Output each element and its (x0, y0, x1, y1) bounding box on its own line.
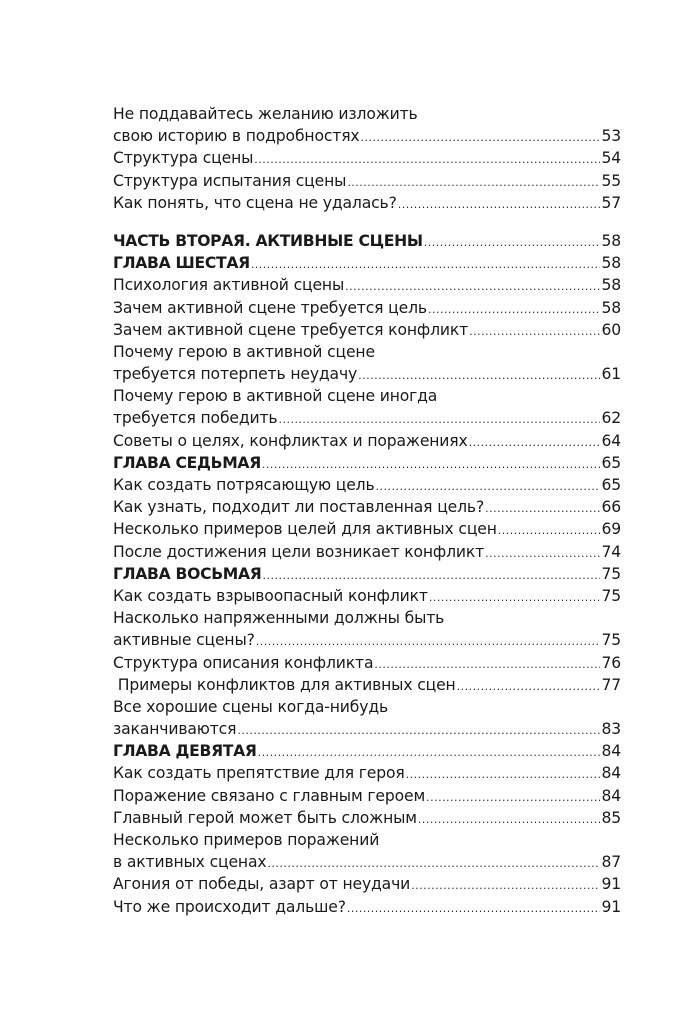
dot-leader (347, 172, 600, 194)
dot-leader (267, 853, 600, 875)
toc-entry-page: 69 (601, 520, 621, 539)
toc-entry (113, 829, 621, 851)
toc-entry-page: 58 (601, 276, 621, 295)
dot-leader (469, 432, 601, 454)
dot-leader (278, 409, 600, 431)
toc-entry-text: в активных сценах (113, 853, 267, 872)
toc-entry-text: Как узнать, подходит ли поставленная цель? (113, 498, 485, 517)
toc-entry-page: 91 (601, 875, 621, 894)
toc-entry-page: 85 (601, 808, 621, 827)
dot-leader (498, 520, 601, 542)
toc-entry-text: Почему герою в активной сцене иногда (113, 387, 438, 406)
dot-leader (254, 149, 600, 171)
toc-entry (113, 363, 621, 385)
dot-leader (256, 631, 601, 653)
toc-entry-text: требуется победить (113, 409, 278, 428)
toc-entry-text: ГЛАВА ШЕСТАЯ (113, 254, 250, 273)
toc-entry-page: 84 (601, 764, 621, 783)
toc-entry-text: Что же происходит дальше? (113, 897, 346, 916)
toc-entry (113, 674, 621, 696)
dot-leader (418, 809, 601, 831)
toc-chapter-heading (113, 452, 621, 474)
toc-entry (113, 341, 621, 363)
toc-entry (113, 762, 621, 784)
toc-entry-page: 75 (601, 586, 621, 605)
toc-entry-text: свою историю в подробностях (113, 127, 360, 146)
toc-entry-page: 65 (601, 453, 621, 472)
dot-leader (237, 720, 600, 742)
dot-leader (361, 127, 601, 149)
toc-entry (113, 785, 621, 807)
toc-entry-text: Почему герою в активной сцене (113, 342, 375, 361)
toc-entry-text: Структура сцены (113, 149, 254, 168)
table-of-contents (113, 103, 621, 918)
toc-entry (113, 474, 621, 496)
toc-entry-text: Примеры конфликтов для активных сцен (113, 675, 456, 694)
dot-leader (374, 654, 600, 676)
dot-leader (411, 875, 600, 897)
toc-entry-text: Агония от победы, азарт от неудачи (113, 875, 411, 894)
dot-leader (398, 194, 601, 216)
toc-entry (113, 274, 621, 296)
toc-entry-page: 84 (601, 742, 621, 761)
toc-entry-text: ГЛАВА ДЕВЯТАЯ (113, 742, 257, 761)
toc-entry (113, 496, 621, 518)
toc-entry-text: Несколько примеров целей для активных сцен (113, 520, 497, 539)
toc-entry (113, 652, 621, 674)
dot-leader (347, 898, 601, 920)
toc-entry-text: Зачем активной сцене требуется цель (113, 298, 427, 317)
toc-entry (113, 147, 621, 169)
toc-entry-page: 75 (601, 564, 621, 583)
dot-leader (358, 365, 600, 387)
dot-leader (428, 299, 601, 321)
dot-leader (424, 232, 601, 254)
toc-entry (113, 430, 621, 452)
toc-entry (113, 125, 621, 147)
toc-entry-page: 58 (601, 254, 621, 273)
toc-entry (113, 518, 621, 540)
dot-leader (345, 276, 600, 298)
toc-entry-text: Психология активной сцены (113, 276, 345, 295)
toc-entry (113, 851, 621, 873)
toc-entry (113, 718, 621, 740)
dot-leader (262, 454, 601, 476)
toc-entry-text: требуется потерпеть неудачу (113, 365, 358, 384)
toc-entry-page: 83 (601, 720, 621, 739)
toc-entry (113, 407, 621, 429)
dot-leader (429, 587, 601, 609)
toc-entry-text: После достижения цели возникает конфликт (113, 542, 485, 561)
dot-leader (263, 565, 601, 587)
toc-chapter-heading (113, 740, 621, 762)
toc-entry-text: Насколько напряженными должны быть (113, 609, 445, 628)
toc-entry-page: 75 (601, 631, 621, 650)
toc-entry-page: 74 (601, 542, 621, 561)
dot-leader (376, 476, 601, 498)
toc-entry-text: Поражение связано с главным героем (113, 786, 426, 805)
dot-leader (469, 321, 600, 343)
toc-entry-text: ЧАСТЬ ВТОРАЯ. АКТИВНЫЕ СЦЕНЫ (113, 231, 423, 250)
toc-entry-page: 87 (601, 853, 621, 872)
toc-entry-page: 55 (601, 171, 621, 190)
toc-entry-text: Зачем активной сцене требуется конфликт (113, 320, 469, 339)
toc-entry-page: 58 (601, 298, 621, 317)
toc-entry-text: Структура описания конфликта (113, 653, 374, 672)
toc-entry-page: 64 (601, 431, 621, 450)
toc-entry (113, 297, 621, 319)
toc-entry (113, 896, 621, 918)
toc-entry (113, 103, 621, 125)
dot-leader (406, 764, 601, 786)
toc-entry-text: ГЛАВА СЕДЬМАЯ (113, 453, 261, 472)
toc-entry-text: активные сцены? (113, 631, 255, 650)
toc-entry-page: 76 (601, 653, 621, 672)
dot-leader (485, 543, 600, 565)
toc-entry (113, 192, 621, 214)
toc-entry-text: Как создать взрывоопасный конфликт (113, 586, 428, 605)
dot-leader (457, 676, 601, 698)
toc-entry-page: 66 (601, 498, 621, 517)
toc-entry-page: 65 (601, 476, 621, 494)
toc-entry-page: 57 (601, 193, 621, 212)
toc-entry-page: 84 (601, 786, 621, 805)
toc-chapter-heading (113, 563, 621, 585)
toc-entry-text: Как создать препятствие для героя (113, 764, 405, 783)
toc-entry-page: 60 (601, 320, 621, 339)
toc-entry-text: Главный герой может быть сложным (113, 808, 417, 827)
toc-entry-text: заканчиваются (113, 720, 237, 739)
toc-entry (113, 170, 621, 192)
dot-leader (485, 498, 600, 520)
toc-entry (113, 807, 621, 829)
toc-entry-page: 58 (601, 231, 621, 250)
toc-entry (113, 696, 621, 718)
section-gap (113, 214, 621, 230)
toc-entry-text: Как понять, что сцена не удалась? (113, 193, 397, 212)
dot-leader (251, 254, 601, 276)
toc-entry (113, 629, 621, 651)
toc-entry (113, 319, 621, 341)
toc-entry-page: 54 (601, 149, 621, 168)
toc-entry-text: Все хорошие сцены когда-нибудь (113, 697, 388, 716)
toc-entry-page: 91 (601, 897, 621, 916)
toc-entry-text: Не поддавайтесь желанию изложить (113, 105, 418, 123)
toc-entry-text: Советы о целях, конфликтах и поражениях (113, 431, 468, 450)
toc-entry (113, 607, 621, 629)
toc-entry (113, 585, 621, 607)
toc-entry (113, 385, 621, 407)
toc-entry-page: 53 (601, 127, 621, 146)
toc-entry-page: 61 (601, 365, 621, 384)
toc-part-heading (113, 230, 621, 252)
toc-entry-text: ГЛАВА ВОСЬМАЯ (113, 564, 262, 583)
dot-leader (426, 787, 600, 809)
toc-chapter-heading (113, 252, 621, 274)
toc-entry-page: 77 (601, 675, 621, 694)
dot-leader (258, 742, 601, 764)
toc-entry-text: Несколько примеров поражений (113, 831, 380, 849)
toc-entry (113, 541, 621, 563)
toc-entry (113, 873, 621, 895)
toc-entry-page: 62 (601, 409, 621, 428)
toc-entry-text: Структура испытания сцены (113, 171, 347, 190)
toc-entry-text: Как создать потрясающую цель (113, 476, 375, 494)
